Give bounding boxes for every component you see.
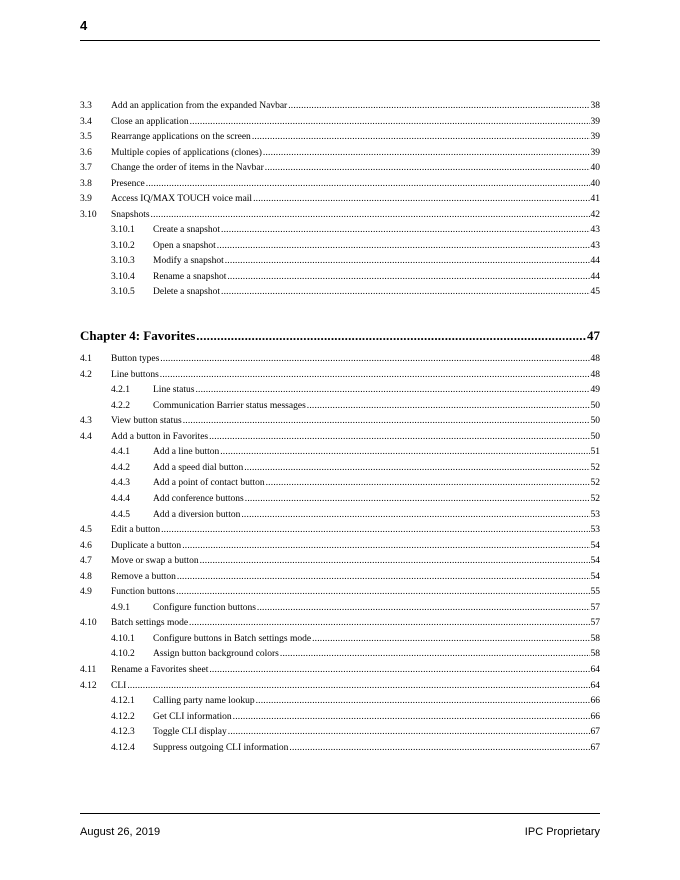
dot-leader xyxy=(263,146,590,158)
toc-entry-number: 4.9 xyxy=(80,587,92,598)
footer-rule xyxy=(80,813,600,814)
toc-entry[interactable] xyxy=(80,366,600,380)
toc-entry-title: Remove a button xyxy=(111,571,176,582)
toc-entry-page: 52 xyxy=(590,478,600,489)
footer-date: August 26, 2019 xyxy=(80,826,161,838)
toc-entry-page: 67 xyxy=(590,742,600,753)
toc-entry-title: Line status xyxy=(153,385,195,396)
toc-entry-page: 52 xyxy=(590,462,600,473)
toc-entry-number: 3.7 xyxy=(80,163,92,173)
toc-entry[interactable] xyxy=(80,159,600,173)
dot-leader xyxy=(307,399,590,411)
toc-entry[interactable] xyxy=(80,459,600,473)
toc-entry-number: 3.9 xyxy=(80,194,92,204)
toc-entry[interactable] xyxy=(80,381,600,395)
dot-leader xyxy=(227,270,589,282)
toc-entry-number: 4.7 xyxy=(80,556,92,567)
toc-entry-title: Rearrange applications on the screen xyxy=(111,132,251,142)
page-number: 4 xyxy=(80,18,88,33)
toc-entry-page: 64 xyxy=(590,680,600,691)
toc-entry[interactable] xyxy=(80,739,600,753)
dot-leader xyxy=(241,508,589,520)
toc-entry-number: 4.8 xyxy=(80,571,92,582)
toc-entry[interactable] xyxy=(80,692,600,706)
toc-entry-page: 40 xyxy=(590,178,600,189)
dot-leader xyxy=(146,177,590,189)
dot-leader xyxy=(217,239,590,251)
toc-entry[interactable] xyxy=(80,599,600,613)
toc-entry[interactable] xyxy=(80,661,600,675)
toc-entry-page: 45 xyxy=(590,287,600,297)
toc-entry-page: 41 xyxy=(590,194,600,204)
toc-entry-page: 43 xyxy=(590,225,600,235)
toc-entry-page: 50 xyxy=(590,416,600,427)
dot-leader xyxy=(200,554,590,566)
toc-entry-page: 39 xyxy=(590,147,600,158)
toc-entry-page: 43 xyxy=(590,240,600,251)
toc-entry-number: 3.10.5 xyxy=(111,287,135,297)
dot-leader xyxy=(176,585,589,597)
toc-entry-page: 50 xyxy=(590,400,600,411)
toc-entry-number: 4.6 xyxy=(80,540,92,551)
toc-entry-number: 4.2 xyxy=(80,369,92,380)
toc-entry-number: 3.5 xyxy=(80,132,92,142)
dot-leader xyxy=(209,430,589,442)
toc-entry-number: 3.3 xyxy=(80,101,92,111)
toc-entry-title: Suppress outgoing CLI information xyxy=(153,742,289,753)
toc-entry-title: Create a snapshot xyxy=(153,225,221,235)
toc-entry-page: 67 xyxy=(590,727,600,738)
toc-entry[interactable] xyxy=(80,190,600,204)
toc-entry-title: Edit a button xyxy=(111,525,161,536)
toc-entry-title: View button status xyxy=(111,416,182,427)
toc-entry-number: 4.10 xyxy=(80,618,97,629)
toc-entry-number: 4.12.2 xyxy=(111,711,135,722)
toc-entry-page: 54 xyxy=(590,540,600,551)
toc-entry-number: 3.10.1 xyxy=(111,225,135,235)
dot-leader xyxy=(280,647,590,659)
toc-entry-page: 58 xyxy=(590,649,600,660)
dot-leader xyxy=(160,352,589,364)
toc-entry-title: Assign button background colors xyxy=(153,649,279,660)
toc-entry[interactable] xyxy=(80,474,600,488)
toc-entry-page: 66 xyxy=(590,711,600,722)
dot-leader xyxy=(289,741,589,753)
toc-entry[interactable] xyxy=(80,283,600,297)
toc-entry[interactable] xyxy=(80,144,600,158)
chapter-title: Chapter 4: Favorites xyxy=(80,328,196,343)
toc-entry-title: Button types xyxy=(111,354,160,364)
toc-entry[interactable] xyxy=(80,521,600,535)
dot-leader xyxy=(190,115,590,127)
toc-entry-number: 4.4.4 xyxy=(111,493,130,504)
toc-entry-title: Line buttons xyxy=(111,369,159,380)
toc-entry-title: Presence xyxy=(111,178,145,189)
toc-entry-page: 49 xyxy=(590,385,600,396)
dot-leader xyxy=(160,368,590,380)
toc-entry[interactable] xyxy=(80,175,600,189)
dot-leader xyxy=(233,710,590,722)
dot-leader xyxy=(245,492,590,504)
toc-entry-title: Snapshots xyxy=(111,209,150,220)
toc-entry[interactable] xyxy=(80,412,600,426)
toc-entry-number: 4.10.2 xyxy=(111,649,135,660)
dot-leader xyxy=(265,161,590,173)
toc-entry[interactable] xyxy=(80,645,600,659)
dot-leader xyxy=(225,254,590,266)
toc-entry-number: 3.4 xyxy=(80,116,92,127)
dot-leader xyxy=(182,539,589,551)
chapter-page: 47 xyxy=(587,328,600,343)
toc-entry-number: 4.11 xyxy=(80,665,97,675)
dot-leader xyxy=(177,570,590,582)
toc-entry-title: Rename a snapshot xyxy=(153,271,227,282)
toc-entry-title: Configure buttons in Batch settings mode xyxy=(153,633,312,644)
toc-entry[interactable] xyxy=(80,723,600,737)
dot-leader xyxy=(256,694,590,706)
toc-entry[interactable] xyxy=(80,506,600,520)
toc-entry-page: 57 xyxy=(590,602,600,613)
toc-entry[interactable] xyxy=(80,350,600,364)
toc-entry-number: 4.4.2 xyxy=(111,462,130,473)
toc-entry-page: 44 xyxy=(590,271,600,282)
dot-leader xyxy=(221,223,589,235)
toc-entry-page: 53 xyxy=(590,525,600,536)
dot-leader xyxy=(253,192,589,204)
toc-entry-title: Change the order of items in the Navbar xyxy=(111,163,264,173)
toc-entry-page: 50 xyxy=(590,431,600,442)
toc-entry-page: 39 xyxy=(590,132,600,142)
toc-entry-page: 48 xyxy=(590,354,600,364)
toc-entry-title: Calling party name lookup xyxy=(153,696,255,707)
toc-entry-number: 4.4 xyxy=(80,431,92,442)
toc-entry-title: Rename a Favorites sheet xyxy=(111,665,209,675)
dot-leader xyxy=(220,445,589,457)
toc-entry[interactable] xyxy=(80,677,600,691)
toc-entry[interactable] xyxy=(80,490,600,504)
toc-entry-title: Communication Barrier status messages xyxy=(153,400,306,411)
toc-entry-number: 3.10 xyxy=(80,209,97,220)
toc-entry-number: 4.12.4 xyxy=(111,742,135,753)
toc-entry-page: 54 xyxy=(590,556,600,567)
dot-leader xyxy=(196,329,586,344)
toc-entry-title: Add a line button xyxy=(153,447,220,458)
toc-entry-page: 38 xyxy=(590,101,600,111)
toc-entry[interactable] xyxy=(80,113,600,127)
toc-entry[interactable] xyxy=(80,221,600,235)
toc-entry[interactable] xyxy=(80,268,600,282)
toc-entry[interactable] xyxy=(80,397,600,411)
footer-label: IPC Proprietary xyxy=(524,826,600,838)
dot-leader xyxy=(252,130,590,142)
toc-entry-page: 52 xyxy=(590,493,600,504)
toc-entry-page: 66 xyxy=(590,696,600,707)
dot-leader xyxy=(161,523,589,535)
toc-entry[interactable] xyxy=(80,206,600,220)
toc-entry-title: Add an application from the expanded Navbar xyxy=(111,101,288,111)
toc-entry-title: Duplicate a button xyxy=(111,540,182,551)
dot-leader xyxy=(228,725,590,737)
toc-entry-number: 4.1 xyxy=(80,354,92,364)
toc-entry-title: Access IQ/MAX TOUCH voice mail xyxy=(111,194,253,204)
toc-entry-number: 3.8 xyxy=(80,178,92,189)
toc-entry-page: 57 xyxy=(590,618,600,629)
toc-entry-number: 4.12.1 xyxy=(111,696,135,707)
toc-entry-number: 4.3 xyxy=(80,416,92,427)
toc-entry-number: 3.10.2 xyxy=(111,240,135,251)
toc-entry-page: 40 xyxy=(590,163,600,173)
toc-entry-title: Add conference buttons xyxy=(153,493,244,504)
toc-entry[interactable] xyxy=(80,568,600,582)
header-rule xyxy=(80,40,600,41)
toc-entry-page: 39 xyxy=(590,116,600,127)
toc-entry-title: Multiple copies of applications (clones) xyxy=(111,147,262,158)
dot-leader xyxy=(312,632,589,644)
toc-entry-page: 53 xyxy=(590,509,600,520)
toc-entry[interactable] xyxy=(80,443,600,457)
toc-entry-number: 4.5 xyxy=(80,525,92,536)
toc-entry-title: Function buttons xyxy=(111,587,176,598)
toc-entry-number: 3.10.4 xyxy=(111,271,135,282)
toc-entry-number: 4.12 xyxy=(80,680,97,691)
toc-entry[interactable] xyxy=(80,708,600,722)
toc-entry[interactable] xyxy=(80,252,600,266)
toc-entry-page: 64 xyxy=(590,665,600,675)
toc-entry-number: 4.2.2 xyxy=(111,400,130,411)
toc-entry-title: Modify a snapshot xyxy=(153,256,224,266)
toc-entry-number: 4.4.5 xyxy=(111,509,130,520)
toc-entry-page: 58 xyxy=(590,633,600,644)
toc-entry[interactable] xyxy=(80,583,600,597)
toc-entry-number: 4.10.1 xyxy=(111,633,135,644)
toc-entry[interactable] xyxy=(80,552,600,566)
toc-entry-page: 51 xyxy=(590,447,600,458)
toc-entry-title: Open a snapshot xyxy=(153,240,216,251)
toc-entry-number: 4.2.1 xyxy=(111,385,130,396)
toc-entry[interactable] xyxy=(80,128,600,142)
dot-leader xyxy=(244,461,589,473)
toc-entry-title: Close an application xyxy=(111,116,189,127)
toc-entry[interactable] xyxy=(80,237,600,251)
toc-entry[interactable] xyxy=(80,537,600,551)
toc-entry-title: Move or swap a button xyxy=(111,556,199,567)
dot-leader xyxy=(151,208,590,220)
dot-leader xyxy=(183,414,590,426)
dot-leader xyxy=(266,476,590,488)
toc-entry-number: 4.12.3 xyxy=(111,727,135,738)
toc-entry-page: 55 xyxy=(590,587,600,598)
toc-entry-title: CLI xyxy=(111,680,127,691)
dot-leader xyxy=(221,285,589,297)
toc-entry[interactable] xyxy=(80,630,600,644)
dot-leader xyxy=(257,601,590,613)
toc-entry-page: 54 xyxy=(590,571,600,582)
toc-entry-title: Get CLI information xyxy=(153,711,232,722)
toc-entry-page: 44 xyxy=(590,256,600,266)
toc-entry-title: Add a diversion button xyxy=(153,509,241,520)
toc-entry-number: 4.4.3 xyxy=(111,478,130,489)
toc-entry-number: 3.6 xyxy=(80,147,92,158)
toc-entry-title: Add a point of contact button xyxy=(153,478,265,489)
toc-entry-page: 42 xyxy=(590,209,600,220)
dot-leader xyxy=(209,663,589,675)
toc-entry-title: Toggle CLI display xyxy=(153,727,227,738)
chapter-heading[interactable] xyxy=(80,326,600,344)
toc-entry[interactable] xyxy=(80,97,600,111)
toc-entry-page: 48 xyxy=(590,369,600,380)
toc-entry-number: 3.10.3 xyxy=(111,256,135,266)
toc-entry-number: 4.4.1 xyxy=(111,447,130,458)
dot-leader xyxy=(127,679,589,691)
toc-entry-number: 4.9.1 xyxy=(111,602,130,613)
toc-entry[interactable] xyxy=(80,428,600,442)
toc-entry-title: Batch settings mode xyxy=(111,618,189,629)
toc-entry-title: Delete a snapshot xyxy=(153,287,221,297)
toc-entry-title: Add a button in Favorites xyxy=(111,431,209,442)
toc-entry-title: Configure function buttons xyxy=(153,602,256,613)
dot-leader xyxy=(189,616,589,628)
dot-leader xyxy=(288,99,589,111)
toc-entry[interactable] xyxy=(80,614,600,628)
toc-entry-title: Add a speed dial button xyxy=(153,462,244,473)
dot-leader xyxy=(195,383,589,395)
